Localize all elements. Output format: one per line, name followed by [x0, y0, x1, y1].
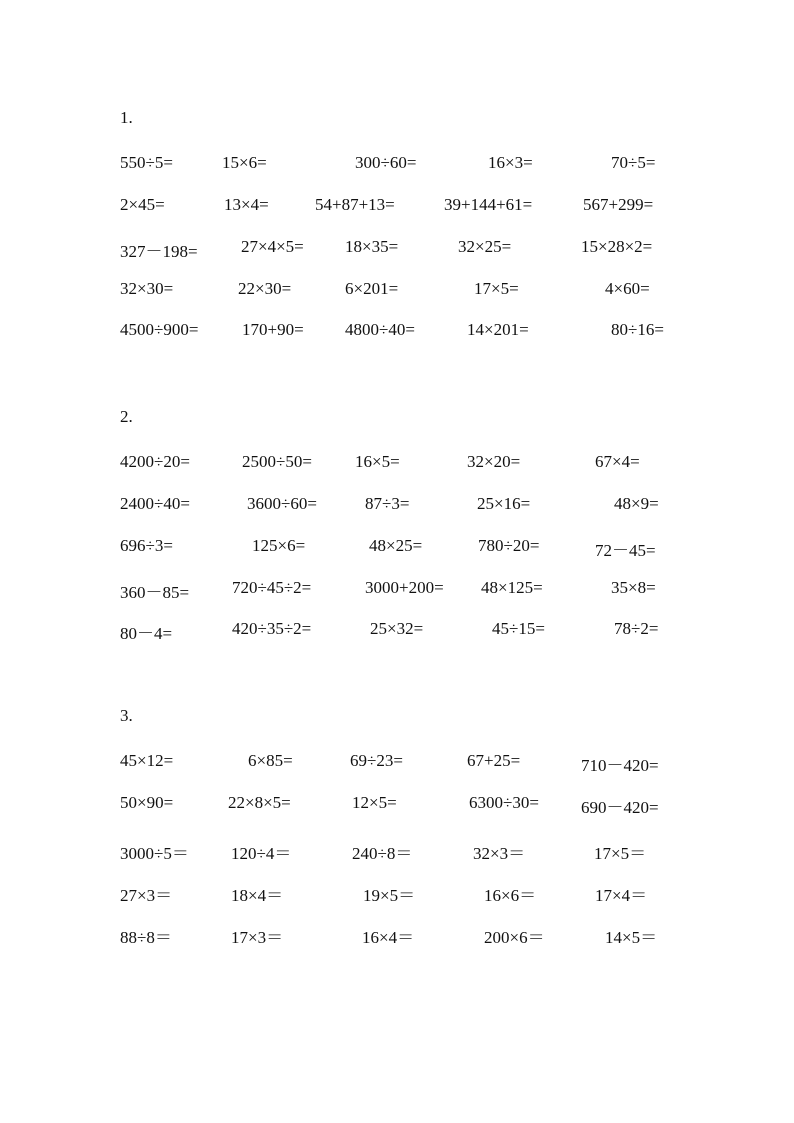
problem: 170+90= — [242, 320, 304, 339]
problem: 72－45= — [595, 541, 656, 560]
problem-row — [0, 923, 794, 947]
problem: 69÷23= — [350, 751, 403, 770]
problem: 32×20= — [467, 452, 521, 471]
problem: 690－420= — [581, 798, 659, 817]
problem: 17×5= — [474, 279, 519, 298]
problem: 17×3＝ — [231, 928, 284, 947]
problem: 240÷8＝ — [352, 844, 413, 863]
problem: 22×30= — [238, 279, 292, 298]
problem: 14×201= — [467, 320, 529, 339]
problem: 35×8= — [611, 578, 656, 597]
section-number: 2. — [120, 407, 133, 426]
problem-row — [0, 494, 794, 518]
problem: 32×3＝ — [473, 844, 526, 863]
problem-row — [0, 619, 794, 643]
problem: 3600÷60= — [247, 494, 317, 513]
problem: 27×3＝ — [120, 886, 173, 905]
problem: 696÷3= — [120, 536, 173, 555]
problem-row — [0, 237, 794, 261]
problem: 39+144+61= — [444, 195, 533, 214]
problem: 567+299= — [583, 195, 654, 214]
problem-row — [0, 839, 794, 863]
problem: 720÷45÷2= — [232, 578, 312, 597]
problem: 360－85= — [120, 583, 190, 602]
problem: 6300÷30= — [469, 793, 539, 812]
problem: 87÷3= — [365, 494, 410, 513]
problem: 420÷35÷2= — [232, 619, 312, 638]
problem-row — [0, 195, 794, 219]
problem: 2×45= — [120, 195, 165, 214]
problem: 2500÷50= — [242, 452, 312, 471]
problem: 67+25= — [467, 751, 521, 770]
problem: 25×16= — [477, 494, 531, 513]
problem-row — [0, 751, 794, 775]
problem: 32×25= — [458, 237, 512, 256]
problem: 17×4＝ — [595, 886, 648, 905]
problem: 48×25= — [369, 536, 423, 555]
problem-row — [0, 452, 794, 476]
problem-row — [0, 578, 794, 602]
problem: 4×60= — [605, 279, 650, 298]
problem: 6×201= — [345, 279, 399, 298]
problem: 4800÷40= — [345, 320, 415, 339]
problem: 15×6= — [222, 153, 267, 172]
problem-row — [0, 881, 794, 905]
section-number: 1. — [120, 108, 133, 127]
problem: 200×6＝ — [484, 928, 545, 947]
problem: 14×5＝ — [605, 928, 658, 947]
problem: 27×4×5= — [241, 237, 304, 256]
problem: 3000+200= — [365, 578, 444, 597]
problem: 22×8×5= — [228, 793, 291, 812]
problem: 120÷4＝ — [231, 844, 292, 863]
problem: 16×3= — [488, 153, 533, 172]
problem: 16×6＝ — [484, 886, 537, 905]
section-number: 3. — [120, 706, 133, 725]
problem-row — [0, 536, 794, 560]
problem: 32×30= — [120, 279, 174, 298]
problem: 48×125= — [481, 578, 543, 597]
problem: 50×90= — [120, 793, 174, 812]
problem: 16×5= — [355, 452, 400, 471]
problem: 710－420= — [581, 756, 659, 775]
problem: 45÷15= — [492, 619, 545, 638]
problem: 13×4= — [224, 195, 269, 214]
problem: 550÷5= — [120, 153, 173, 172]
problem: 327－198= — [120, 242, 198, 261]
problem: 19×5＝ — [363, 886, 416, 905]
problem-row — [0, 279, 794, 303]
problem: 25×32= — [370, 619, 424, 638]
problem: 16×4＝ — [362, 928, 415, 947]
problem: 2400÷40= — [120, 494, 190, 513]
problem: 54+87+13= — [315, 195, 395, 214]
problem: 300÷60= — [355, 153, 417, 172]
problem: 18×4＝ — [231, 886, 284, 905]
problem: 125×6= — [252, 536, 306, 555]
problem: 780÷20= — [478, 536, 540, 555]
problem: 4500÷900= — [120, 320, 199, 339]
problem: 15×28×2= — [581, 237, 653, 256]
problem: 88÷8＝ — [120, 928, 172, 947]
problem: 78÷2= — [614, 619, 659, 638]
problem: 12×5= — [352, 793, 397, 812]
problem-row — [0, 153, 794, 177]
problem: 6×85= — [248, 751, 293, 770]
problem: 48×9= — [614, 494, 659, 513]
problem: 80÷16= — [611, 320, 664, 339]
problem: 67×4= — [595, 452, 640, 471]
problem: 18×35= — [345, 237, 399, 256]
problem: 4200÷20= — [120, 452, 190, 471]
problem: 17×5＝ — [594, 844, 647, 863]
problem: 45×12= — [120, 751, 174, 770]
problem: 80－4= — [120, 624, 173, 643]
problem: 70÷5= — [611, 153, 656, 172]
problem-row — [0, 793, 794, 817]
problem: 3000÷5＝ — [120, 844, 189, 863]
problem-row — [0, 320, 794, 344]
